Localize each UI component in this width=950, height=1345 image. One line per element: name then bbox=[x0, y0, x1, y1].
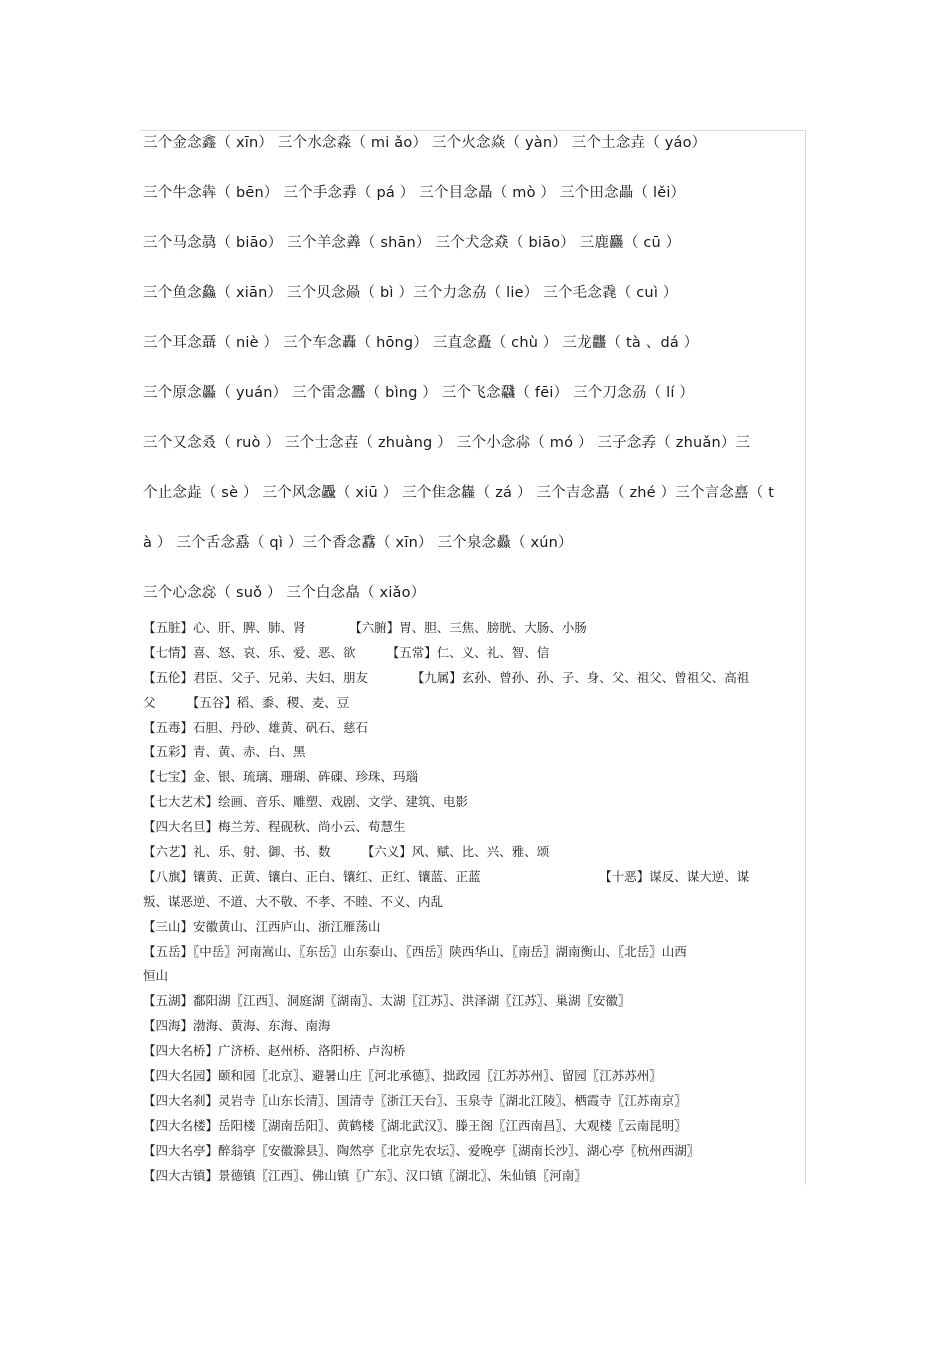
knowledge-line-23: 【四大古镇】景德镇〖江西〗、佛山镇〖广东〗、汉口镇〖湖北〗、朱仙镇〖河南〗 bbox=[143, 1167, 587, 1183]
knowledge-line-16: 【五湖】鄱阳湖〖江西〗、洞庭湖〖湖南〗、太湖〖江苏〗、洪泽湖〖江苏〗、巢湖〖安徽〗 bbox=[143, 993, 631, 1009]
character-line-6: 三个原念厵（ yuán） 三个雷念靐（ bìng ） 三个飞念飝（ fēi） 三个刀念刕（ lí ） bbox=[143, 385, 695, 401]
knowledge-list-section bbox=[143, 616, 805, 1188]
knowledge-line-11: 【八旗】镶黄、正黄、镶白、正白、镶红、正红、镶蓝、正蓝 【十恶】谋反、谋大逆、谋 bbox=[143, 868, 750, 884]
knowledge-line-2: 【七情】喜、怒、哀、乐、爱、恶、欲 【五常】仁、义、礼、智、信 bbox=[143, 644, 550, 660]
character-line-1: 三个金念鑫（ xīn） 三个水念淼（ mi ǎo） 三个火念焱（ yàn） 三个土念垚（ yáo） bbox=[143, 135, 707, 151]
character-line-3: 三个马念骉（ biāo） 三个羊念羴（ shān） 三个犬念猋（ biāo） 三鹿麤（ cū ） bbox=[143, 235, 681, 251]
knowledge-line-6: 【五彩】青、黄、赤、白、黑 bbox=[143, 744, 306, 760]
character-line-2: 三个牛念犇（ bēn） 三个手念掱（ pá ） 三个目念瞐（ mò ） 三个田念畾（ lěi） bbox=[143, 185, 686, 201]
knowledge-line-17: 【四海】渤海、黄海、东海、南海 bbox=[143, 1018, 331, 1034]
knowledge-line-21: 【四大名楼】岳阳楼〖湖南岳阳〗、黄鹤楼〖湖北武汉〗、滕王阁〖江西南昌〗、大观楼〖云南昆明〗 bbox=[143, 1117, 687, 1133]
knowledge-line-5: 【五毒】石胆、丹砂、雄黄、矾石、慈石 bbox=[143, 719, 369, 735]
knowledge-line-12: 叛、谋恶逆、不道、大不敬、不孝、不睦、不义、内乱 bbox=[143, 893, 444, 909]
knowledge-line-7: 【七宝】金、银、琉璃、珊瑚、砗磲、珍珠、玛瑙 bbox=[143, 769, 419, 785]
character-line-8: 个止念歮（ sè ） 三个风念飍（ xiū ） 三个隹念雥（ zá ） 三个吉念嚞（ zhé ）三个言念譶（ t bbox=[143, 485, 775, 501]
knowledge-line-22: 【四大名亭】醉翁亭〖安徽滁县〗、陶然亭〖北京先农坛〗、爱晚亭〖湖南长沙〗、湖心亭〖杭州西湖〗 bbox=[143, 1142, 700, 1158]
character-line-4: 三个鱼念鱻（ xiān） 三个贝念赑（ bì ）三个力念劦（ lie） 三个毛念毳（ cuì ） bbox=[143, 285, 678, 301]
knowledge-line-20: 【四大名刹】灵岩寺〖山东长清〗、国清寺〖浙江天台〗、玉泉寺〖湖北江陵〗、栖霞寺〖江苏南京〗 bbox=[143, 1092, 687, 1108]
knowledge-line-8: 【七大艺术】绘画、音乐、雕塑、戏剧、文学、建筑、电影 bbox=[143, 794, 469, 810]
knowledge-line-18: 【四大名桥】广济桥、赵州桥、洛阳桥、卢沟桥 bbox=[143, 1043, 406, 1059]
character-line-10: 三个心念惢（ suǒ ） 三个白念皛（ xiǎo） bbox=[143, 585, 426, 601]
knowledge-line-10: 【六艺】礼、乐、射、御、书、数 【六义】风、赋、比、兴、雅、颂 bbox=[143, 844, 550, 860]
knowledge-line-3: 【五伦】君臣、父子、兄弟、夫妇、朋友 【九属】玄孙、曾孙、孙、子、身、父、祖父、曾祖父、高祖 bbox=[143, 669, 750, 685]
knowledge-line-13: 【三山】安徽黄山、江西庐山、浙江雁荡山 bbox=[143, 918, 381, 934]
triple-character-section bbox=[143, 128, 805, 628]
knowledge-line-15: 恒山 bbox=[143, 968, 169, 984]
character-line-7: 三个又念叒（ ruò ） 三个士念壵（ zhuàng ） 三个小念尛（ mó ） 三子念孨（ zhuǎn）三 bbox=[143, 435, 751, 451]
knowledge-line-4: 父 【五谷】稻、黍、稷、麦、豆 bbox=[143, 694, 350, 710]
knowledge-line-14: 【五岳】〖中岳〗河南嵩山、〖东岳〗山东泰山、〖西岳〗陕西华山、〖南岳〗湖南衡山、〖北岳〗山西 bbox=[143, 943, 687, 959]
knowledge-line-9: 【四大名旦】梅兰芳、程砚秋、尚小云、荀慧生 bbox=[143, 819, 406, 835]
character-line-9: à ） 三个舌念舙（ qì ）三个香念馫（ xīn） 三个泉念灥（ xún） bbox=[143, 535, 573, 551]
character-line-5: 三个耳念聶（ niè ） 三个车念轟（ hōng） 三直念矗（ chù ） 三龙龘（ tà 、dá ） bbox=[143, 335, 699, 351]
knowledge-line-1: 【五脏】心、肝、脾、肺、肾 【六腑】胃、胆、三焦、膀胱、大肠、小肠 bbox=[143, 620, 587, 635]
knowledge-line-19: 【四大名园】颐和园〖北京〗、避暑山庄〖河北承德〗、拙政园〖江苏苏州〗、留园〖江苏苏州〗 bbox=[143, 1068, 662, 1084]
